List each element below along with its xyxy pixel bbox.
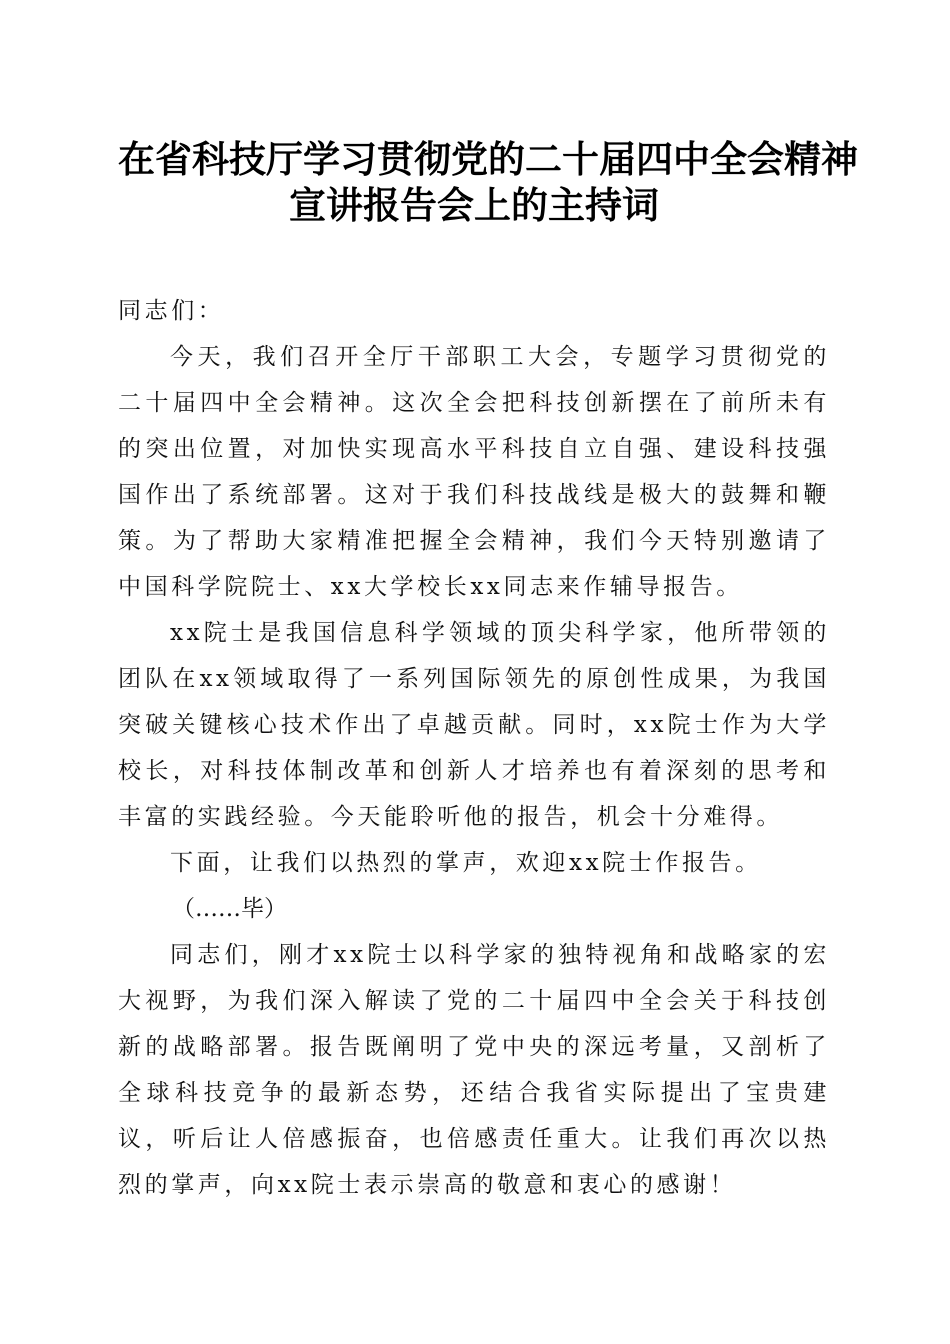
paragraph-speaker-intro: xx院士是我国信息科学领域的顶尖科学家，他所带领的团队在xx领域取得了一系列国际领先的原创性成果，为我国突破关键核心技术作出了卓越贡献。同时，xx院士作为大学校长，对科技体制改革和创新人才培养也有着深刻的思考和丰富的实践经验。今天能聆听他的报告，机会十分难得。: [118, 620, 830, 830]
document-body: [118, 288, 830, 1208]
paragraph-closing: 同志们，刚才xx院士以科学家的独特视角和战略家的宏大视野，为我们深入解读了党的二十届四中全会关于科技创新的战略部署。报告既阐明了党中央的深远考量，又剖析了全球科技竞争的最新态势，还结合我省实际提出了宝贵建议，听后让人倍感振奋，也倍感责任重大。让我们再次以热烈的掌声，向xx院士表示崇高的敬意和衷心的感谢！: [118, 942, 830, 1198]
title-line-1: 在省科技厅学习贯彻党的二十届四中全会精神: [118, 137, 858, 181]
paragraph-welcome: 下面，让我们以热烈的掌声，欢迎xx院士作报告。: [170, 850, 762, 876]
document-title: [118, 136, 858, 228]
document-page: [118, 136, 858, 1208]
paragraph-opening: 今天，我们召开全厅干部职工大会，专题学习贯彻党的二十届四中全会精神。这次全会把科技创新摆在了前所未有的突出位置，对加快实现高水平科技自立自强、建设科技强国作出了系统部署。这对于我们科技战线是极大的鼓舞和鞭策。为了帮助大家精准把握全会精神，我们今天特别邀请了中国科学院院士、xx大学校长xx同志来作辅导报告。: [118, 344, 830, 600]
bracket-note: （……毕）: [172, 896, 287, 922]
salutation: 同志们：: [118, 298, 225, 324]
title-line-2: 宣讲报告会上的主持词: [289, 183, 659, 227]
